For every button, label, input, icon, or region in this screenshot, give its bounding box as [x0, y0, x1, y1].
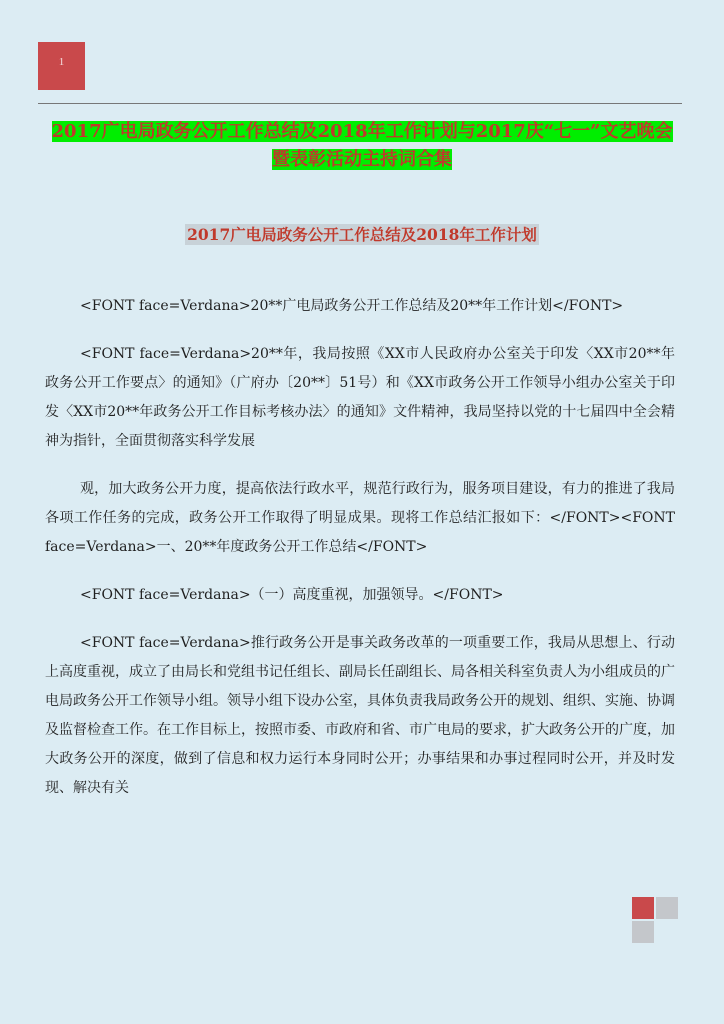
body-paragraph-3: 观，加大政务公开力度，提高依法行政水平，规范行政行为，服务项目建设，有力的推进了我局各项工作任务的完成，政务公开工作取得了明显成果。现将工作总结汇报如下：</FONT><FONT face=Verdana>一、20**年度政务公开工作总结</FONT> — [45, 481, 675, 555]
header-divider — [38, 103, 682, 104]
section-title-text: 2017广电局政务公开工作总结及2018年工作计划 — [187, 225, 537, 244]
page-number: 1 — [58, 56, 65, 68]
body-paragraph-4: <FONT face=Verdana>（一）高度重视，加强领导。</FONT> — [80, 587, 504, 603]
section-title — [50, 222, 674, 248]
body-paragraph-1: <FONT face=Verdana>20**广电局政务公开工作总结及20**年工作计划</FONT> — [80, 298, 624, 314]
body-paragraph-5: <FONT face=Verdana>推行政务公开是事关政务改革的一项重要工作，我局从思想上、行动上高度重视，成立了由局长和党组书记任组长、副局长任副组长、局各相关科室负责人为小组成员的广电局政务公开工作领导小组。领导小组下设办公室，具体负责我局政务公开的规划、组织、实施、协调及监督检查工作。在工作目标上，按照市委、市政府和省、市广电局的要求，扩大政务公开的广度，加大政务公开的深度，做到了信息和权力运行本身同时公开；办事结果和办事过程同时公开，并及时发现、解决有关 — [45, 635, 675, 796]
body-paragraph-2: <FONT face=Verdana>20**年，我局按照《XX市人民政府办公室关于印发〈XX市20**年政务公开工作要点〉的通知》（广府办〔20**〕51号）和《XX市政务公开工作领导小组办公室关于印发〈XX市20**年政务公开工作目标考核办法〉的通知》文件精神，我局坚持以党的十七届四中全会精神为指针，全面贯彻落实科学发展 — [45, 346, 675, 449]
corner-decoration — [632, 897, 680, 943]
document-title-text: 2017广电局政务公开工作总结及2018年工作计划与2017庆“七一”文艺晚会暨表彰活动主持词合集 — [51, 121, 673, 170]
decor-square-gray — [632, 921, 654, 943]
document-body — [45, 292, 675, 822]
decor-square-red — [632, 897, 654, 919]
page-number-badge — [38, 42, 85, 90]
document-title — [50, 118, 674, 174]
decor-square-gray — [656, 897, 678, 919]
